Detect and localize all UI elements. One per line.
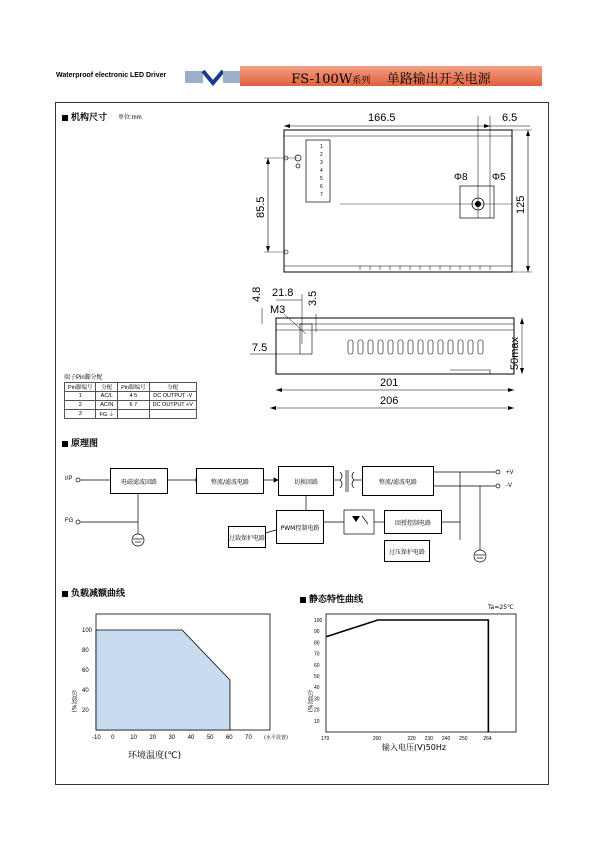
svg-text:2: 2 bbox=[320, 152, 323, 158]
dim-phi8: Φ8 bbox=[454, 172, 468, 183]
pwm-control-block: PWM控制电路 bbox=[276, 510, 324, 544]
y-tick-label: 10 bbox=[314, 718, 320, 725]
dim-50max: 50max bbox=[509, 336, 521, 370]
brand-logo bbox=[185, 68, 240, 86]
pin-header-cell: 分配 bbox=[149, 383, 196, 392]
derating-chart bbox=[66, 604, 286, 764]
static-xlabel: 输入电压(V)50Hz bbox=[382, 743, 447, 752]
svg-text:1: 1 bbox=[320, 144, 323, 150]
dim-125: 125 bbox=[515, 195, 527, 214]
emi-filter-block: 电磁滤波回路 bbox=[110, 468, 168, 494]
y-tick-label: 80 bbox=[314, 640, 320, 647]
transformer-icon bbox=[340, 470, 354, 492]
terminal-numbers bbox=[320, 144, 323, 198]
pin-table-header bbox=[65, 383, 197, 392]
y-tick-label: 40 bbox=[82, 688, 89, 694]
bullet-square-icon bbox=[300, 597, 306, 603]
dimensions-heading: 机构尺寸 bbox=[62, 110, 107, 123]
svg-text:7: 7 bbox=[320, 192, 323, 198]
svg-text:5: 5 bbox=[320, 176, 323, 182]
static-ylabel: 负载(%) bbox=[306, 690, 313, 713]
y-tick-label: 80 bbox=[82, 648, 89, 654]
y-tick-label: 50 bbox=[314, 674, 320, 680]
dim-4-8: 4.8 bbox=[251, 286, 263, 302]
overvoltage-protection-block: 过压保护电路 bbox=[384, 540, 430, 562]
dim-85-5: 85.5 bbox=[255, 196, 267, 218]
x-tick-label: 230 bbox=[424, 736, 433, 742]
x-tick-label: 240 bbox=[441, 736, 451, 742]
pin-header-cell: Pin脚编号 bbox=[65, 383, 96, 392]
ip-label: I/P bbox=[65, 476, 73, 482]
derating-ylabel: 负载(%) bbox=[70, 690, 77, 713]
x-tick-label: 50 bbox=[206, 735, 214, 741]
derating-area bbox=[96, 630, 230, 730]
derating-x-note: (水平放置) bbox=[264, 735, 288, 741]
plus-v-label: +V bbox=[506, 470, 514, 476]
y-tick-label: 40 bbox=[314, 685, 320, 692]
switching-block: 切换回路 bbox=[278, 466, 334, 496]
x-tick-label: 70 bbox=[245, 735, 252, 741]
x-tick-label: 170 bbox=[321, 736, 330, 742]
title-text bbox=[240, 68, 542, 87]
model-name: FS-100W bbox=[291, 72, 353, 87]
dim-m3: M3 bbox=[270, 304, 286, 316]
bullet-square-icon bbox=[62, 591, 68, 597]
pin-table bbox=[64, 382, 197, 419]
overload-protection-block: 过载保护电路 bbox=[228, 526, 266, 548]
dim-201: 201 bbox=[380, 377, 399, 389]
y-tick-label: 20 bbox=[314, 707, 320, 714]
y-tick-label: 30 bbox=[314, 696, 320, 703]
x-tick-label: 60 bbox=[225, 735, 233, 741]
x-tick-label: 20 bbox=[149, 735, 157, 741]
dim-6-5: 6.5 bbox=[502, 112, 518, 124]
y-tick-label: 100 bbox=[82, 628, 93, 634]
pin-header-cell: 分配 bbox=[96, 383, 118, 392]
x-tick-label: 40 bbox=[187, 735, 195, 741]
ta-label: Ta=25℃ bbox=[488, 604, 514, 611]
pin-table-row: 2 AC/N 6 7 DC OUTPUT +V bbox=[65, 401, 197, 410]
unit-label: 单位:mm bbox=[118, 115, 142, 121]
y-tick-label: 60 bbox=[82, 668, 89, 674]
dim-3-5: 3.5 bbox=[307, 290, 319, 306]
pin-table-row: 1 AC/L 4 5 DC OUTPUT -V bbox=[65, 392, 197, 401]
x-tick-label: 30 bbox=[168, 735, 176, 741]
pin-header-cell: Pin脚编号 bbox=[118, 383, 149, 392]
rectifier-filter-block: 整流/滤波电路 bbox=[196, 468, 264, 494]
series-label: 系列 bbox=[352, 76, 371, 86]
mechanical-drawing bbox=[240, 108, 540, 418]
svg-text:4: 4 bbox=[320, 168, 323, 174]
y-tick-label: 20 bbox=[82, 708, 89, 714]
x-tick-label: 220 bbox=[407, 736, 416, 742]
y-tick-label: 60 bbox=[314, 662, 320, 669]
fg-label: FG bbox=[65, 518, 74, 524]
feedback-control-block: 回授控制电路 bbox=[384, 510, 442, 534]
pin-table-row: 3 FG ⏚ bbox=[65, 410, 197, 419]
minus-v-label: -V bbox=[506, 483, 512, 489]
x-tick-label: 250 bbox=[459, 736, 468, 742]
title-bar bbox=[240, 66, 542, 86]
derating-heading: 负载减额曲线 bbox=[62, 586, 125, 599]
dim-21-8: 21.8 bbox=[272, 287, 294, 299]
bullet-square-icon bbox=[62, 441, 68, 447]
y-tick-label: 70 bbox=[314, 651, 320, 658]
dim-166-5: 166.5 bbox=[368, 112, 396, 124]
x-tick-label: 0 bbox=[111, 735, 115, 741]
brand-name: Waterproof electronic LED Driver bbox=[56, 72, 167, 79]
dim-7-5: 7.5 bbox=[252, 342, 268, 354]
dim-206: 206 bbox=[380, 395, 399, 407]
terminal-block bbox=[306, 140, 330, 202]
svg-text:6: 6 bbox=[320, 184, 323, 190]
pin-table-title: 端子Pin脚分配 bbox=[64, 375, 103, 381]
x-tick-label: -10 bbox=[92, 735, 101, 741]
dim-phi5: Φ5 bbox=[492, 172, 506, 183]
y-tick-label: 90 bbox=[314, 629, 320, 636]
schematic-heading: 原理图 bbox=[62, 436, 98, 449]
static-chart bbox=[300, 604, 520, 744]
y-tick-label: 100 bbox=[314, 618, 323, 624]
side-vents bbox=[348, 340, 483, 354]
product-description: 单路输出开关电源 bbox=[386, 72, 491, 87]
x-tick-label: 264 bbox=[483, 736, 492, 742]
static-line bbox=[326, 620, 488, 732]
derating-xlabel: 环境温度(℃) bbox=[128, 751, 182, 761]
optocoupler-icon bbox=[344, 510, 374, 534]
bullet-square-icon bbox=[62, 115, 68, 121]
vent-slots bbox=[360, 266, 490, 270]
x-tick-label: 10 bbox=[130, 735, 137, 741]
svg-text:3: 3 bbox=[320, 160, 323, 166]
output-rectifier-block: 整流/滤波电路 bbox=[362, 466, 434, 496]
x-tick-label: 200 bbox=[372, 736, 382, 742]
static-heading: 静态特性曲线 bbox=[300, 592, 363, 605]
